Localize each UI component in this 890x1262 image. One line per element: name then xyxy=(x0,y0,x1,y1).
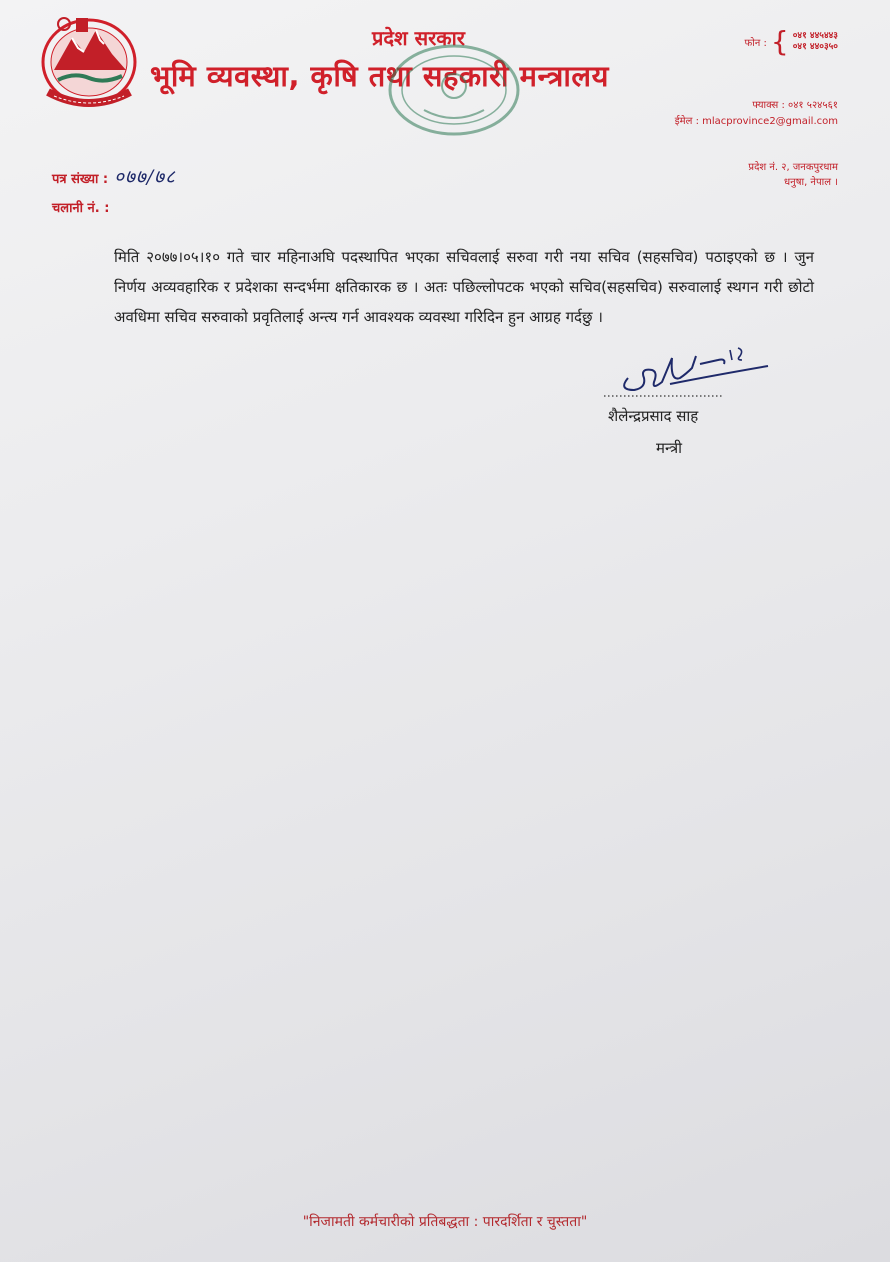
address-line-2: धनुषा, नेपाल । xyxy=(784,177,838,188)
address-line-1: प्रदेश नं. २, जनकपुरधाम xyxy=(748,162,838,173)
office-address xyxy=(748,160,838,190)
letter-body: मिति २०७७।०५।१० गते चार महिनाअघि पदस्थापित भएका सचिवलाई सरुवा गरी नया सचिव (सहसचिव) पठाइएको छ । जुन निर्णय अव्यवहारिक र प्रदेशका सन्दर्भमा क्षतिकारक छ । अतः पछिल्लोपटक भएको सचिव(सहसचिव) सरुवालाई स्थगन गरी छोटो अवधिमा सचिव सरुवाको प्रवृतिलाई अन्त्य गर्न आवश्यक व्यवस्था गरिदिन हुन आग्रह गर्दछु । xyxy=(114,248,814,326)
dispatch-number-label: चलानी नं. : xyxy=(52,201,110,216)
letter-number-value: ०७७/७८ xyxy=(114,166,176,188)
fax-number: फ्याक्स : ०४१ ५२४५६१ xyxy=(752,100,838,111)
signatory-name: शैलेन्द्रप्रसाद साह xyxy=(608,407,699,425)
contact-block xyxy=(744,25,839,58)
office-stamp-icon xyxy=(384,40,524,140)
nepal-emblem-icon xyxy=(34,10,144,118)
government-label: प्रदेश सरकार xyxy=(372,26,465,50)
phone-number-2: ०४१ ४४०३५० xyxy=(792,42,838,52)
dispatch-number-row xyxy=(52,198,109,216)
brace-icon: { xyxy=(770,25,789,58)
phone-label: फोन : xyxy=(744,38,767,49)
ministry-title: भूमि व्यवस्था, कृषि तथा सहकारी मन्त्रालय xyxy=(150,59,609,93)
letter-number-row xyxy=(52,163,176,189)
phone-number-1: ०४१ ४४५४४३ xyxy=(792,31,838,41)
handwritten-signature-icon xyxy=(600,338,790,410)
signatory-title: मन्त्री xyxy=(656,439,683,457)
footer-motto: "निजामती कर्मचारीको प्रतिबद्धता : पारदर्शिता र चुस्तता" xyxy=(302,1214,588,1230)
email-address: ईमेल : mlacprovince2@gmail.com xyxy=(674,116,838,127)
letter-number-label: पत्र संख्या : xyxy=(52,172,109,187)
